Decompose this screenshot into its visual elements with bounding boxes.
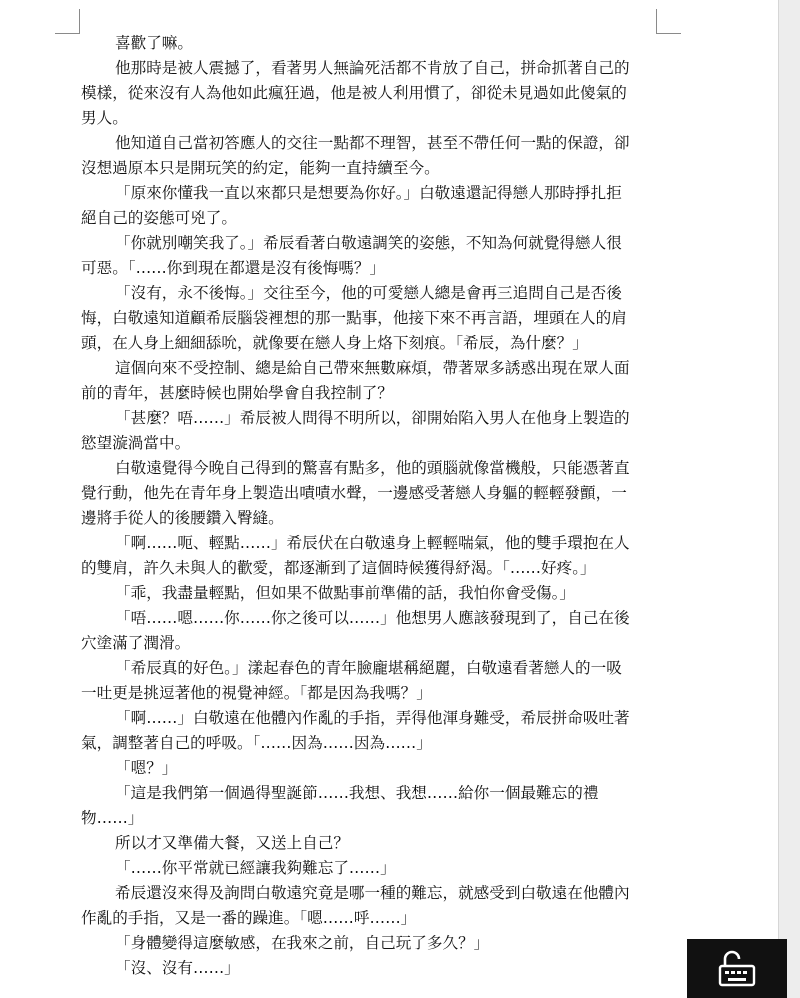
text-line: 「……你平常就已經讓我夠難忘了……」 (115, 859, 396, 877)
document-body[interactable] (81, 31, 661, 981)
text-line: 「沒、沒有……」 (115, 959, 240, 977)
text-line: 男人。 (81, 109, 128, 127)
text-line: 物……」 (81, 809, 144, 827)
text-line: 「你就別嘲笑我了。」希辰看著白敬遠調笑的姿態，不知為何就覺得戀人很 (115, 234, 622, 252)
text-line: 這個向來不受控制、總是給自己帶來無數麻煩，帶著眾多誘惑出現在眾人面 (115, 359, 630, 377)
text-line: 「嗯？」 (115, 759, 178, 777)
vertical-scrollbar[interactable] (778, 0, 800, 998)
text-line: 他那時是被人震撼了，看著男人無論死活都不肯放了自己，拼命抓著自己的 (115, 59, 630, 77)
text-line: 慾望漩渦當中。 (81, 434, 191, 452)
text-line: 的雙肩，許久未與人的歡愛，都逐漸到了這個時候獲得紓渴。「……好疼。」 (81, 559, 596, 577)
text-line: 「乖，我盡量輕點，但如果不做點事前準備的話，我怕你會受傷。」 (115, 584, 576, 602)
text-line: 作亂的手指，又是一番的躁進。「嗯……呼……」 (81, 909, 417, 927)
text-line: 喜歡了嘛。 (115, 34, 193, 52)
text-line: 絕自己的姿態可兇了。 (81, 209, 237, 227)
text-line: 所以才又準備大餐，又送上自己？ (115, 834, 349, 852)
text-line: 頭，在人身上細細舔吮，就像要在戀人身上烙下刻痕。「希辰，為什麼？」 (81, 334, 588, 352)
text-line: 白敬遠覺得今晚自己得到的驚喜有點多，他的頭腦就像當機般，只能憑著直 (115, 459, 630, 477)
text-line: 「身體變得這麼敏感，在我來之前，自己玩了多久？」 (115, 934, 490, 952)
text-line: 「啊……」白敬遠在他體內作亂的手指，弄得他渾身難受，希辰拼命吸吐著 (115, 709, 630, 727)
text-line: 「希辰真的好色。」漾起春色的青年臉龐堪稱絕麗，白敬遠看著戀人的一吸 (115, 659, 622, 677)
unlock-keyboard-icon (716, 949, 758, 989)
text-line: 「唔……嗯……你……你之後可以……」他想男人應該發現到了，自己在後 (115, 609, 630, 627)
text-line: 「原來你懂我一直以來都只是想要為你好。」白敬遠還記得戀人那時掙扎拒 (115, 184, 622, 202)
text-line: 邊將手從人的後腰鑽入臀縫。 (81, 509, 284, 527)
text-line: 悔，白敬遠知道顧希辰腦袋裡想的那一點事，他接下來不再言語，埋頭在人的肩 (81, 309, 627, 327)
text-line: 「甚麼？唔……」希辰被人問得不明所以，卻開始陷入男人在他身上製造的 (115, 409, 630, 427)
text-line: 可惡。「……你到現在都還是沒有後悔嗎？」 (81, 259, 386, 277)
text-line: 「啊……呃、輕點……」希辰伏在白敬遠身上輕輕喘氣，他的雙手環抱在人 (115, 534, 630, 552)
text-line: 一吐更是挑逗著他的視覺神經。「都是因為我嗎？」 (81, 684, 432, 702)
text-line: 氣，調整著自己的呼吸。「……因為……因為……」 (81, 734, 432, 752)
text-line: 希辰還沒來得及詢問白敬遠究竟是哪一種的難忘，就感受到白敬遠在他體內 (115, 884, 630, 902)
text-line: 他知道自己當初答應人的交往一點都不理智，甚至不帶任何一點的保證，卻 (115, 134, 630, 152)
text-line: 「這是我們第一個過得聖誕節……我想、我想……給你一個最難忘的禮 (115, 784, 599, 802)
page-corner-mark-top-left (55, 9, 80, 34)
unlock-keyboard-button[interactable] (687, 939, 787, 998)
text-line: 「沒有，永不後悔。」交往至今，他的可愛戀人總是會再三追問自己是否後 (115, 284, 622, 302)
text-line: 沒想過原本只是開玩笑的約定，能夠一直持續至今。 (81, 159, 440, 177)
text-line: 模樣，從來沒有人為他如此瘋狂過，他是被人利用慣了，卻從未見過如此傻氣的 (81, 84, 627, 102)
text-line: 前的青年，甚麼時候也開始學會自我控制了？ (81, 384, 393, 402)
text-line: 覺行動，他先在青年身上製造出嘖嘖水聲，一邊感受著戀人身軀的輕輕發顫，一 (81, 484, 627, 502)
text-line: 穴塗滿了潤滑。 (81, 634, 191, 652)
